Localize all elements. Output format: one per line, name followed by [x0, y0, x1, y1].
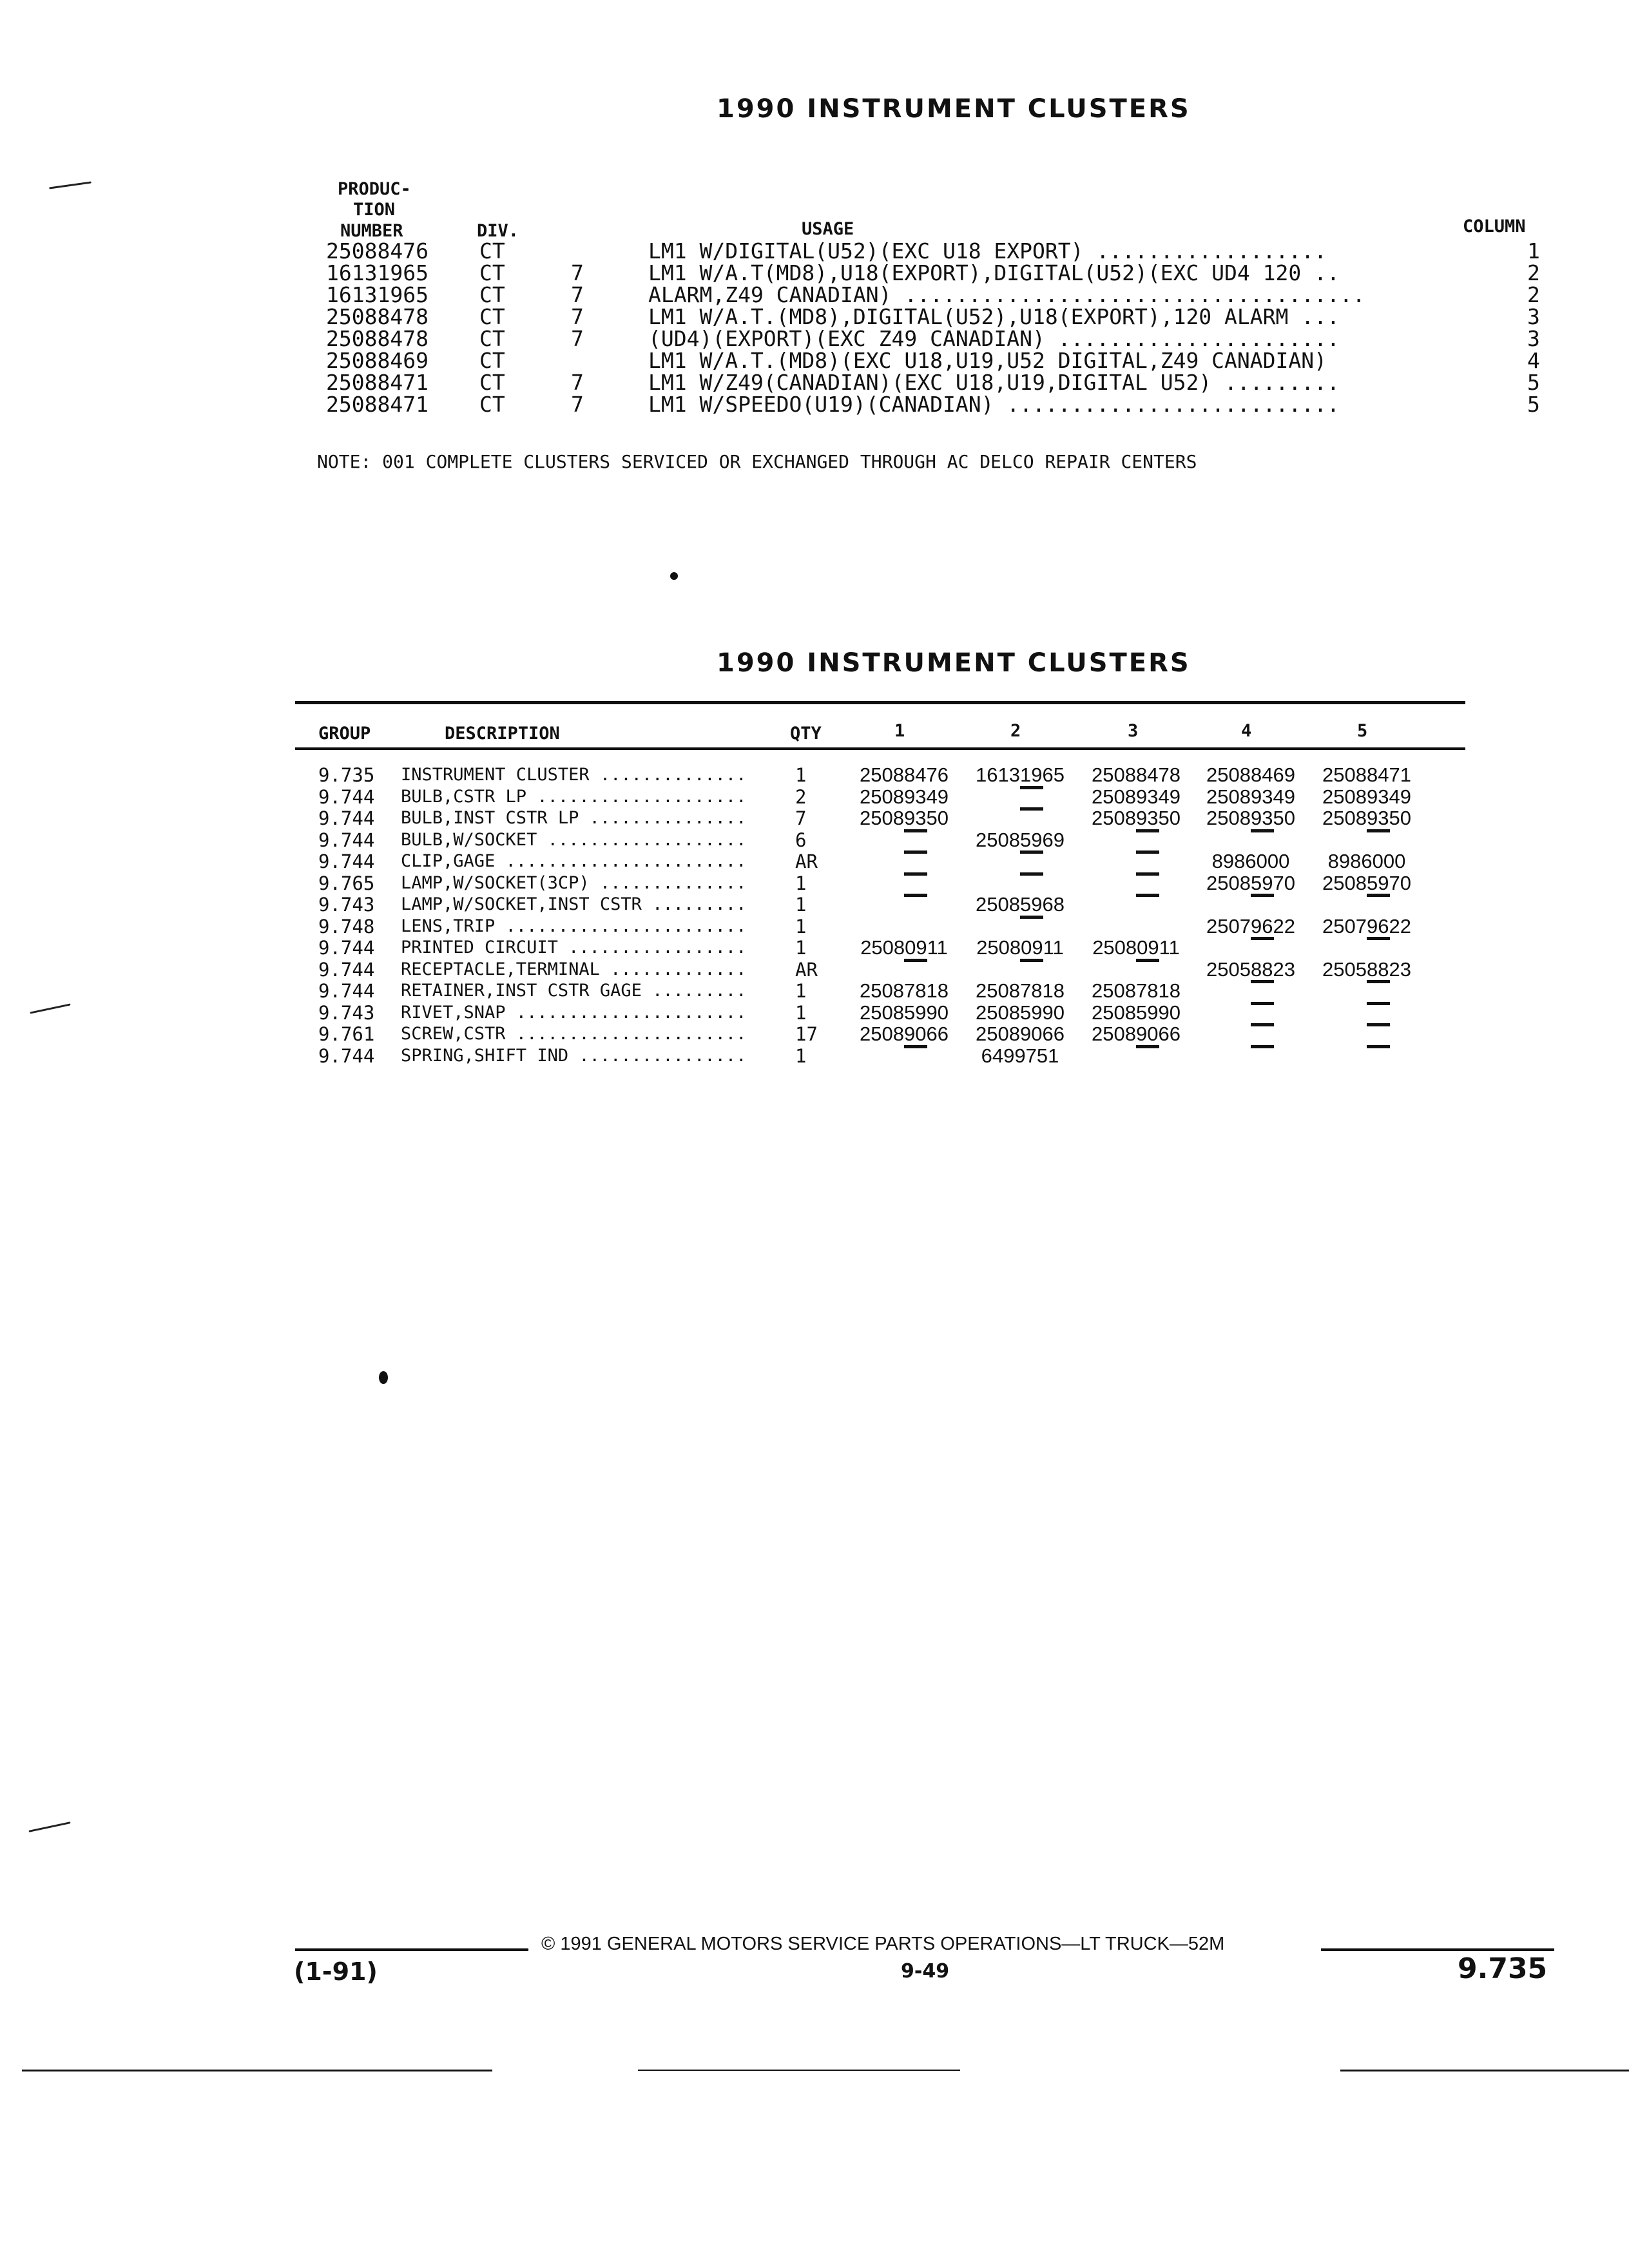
dash-mark	[1367, 1002, 1390, 1005]
part-number: 8986000	[1211, 850, 1290, 872]
part-qty: AR	[795, 958, 818, 981]
usage-text: LM1 W/A.T.(MD8),DIGITAL(U52),U18(EXPORT),120 ALARM ...	[648, 304, 1340, 329]
part-number: 25088471	[1322, 764, 1411, 786]
bottom-rule-left	[22, 2070, 492, 2071]
group-number: 9.748	[318, 915, 375, 937]
group-header: GROUP	[318, 724, 371, 744]
date-code: (1-91)	[294, 1957, 378, 1986]
column-number: 3	[1527, 304, 1540, 329]
part-number: 25089349	[860, 785, 949, 808]
table-top-rule	[295, 701, 1465, 704]
production-row	[0, 262, 1629, 284]
production-row	[0, 350, 1629, 372]
usage-text: LM1 W/Z49(CANADIAN)(EXC U18,U19,DIGITAL U52) .........	[648, 370, 1340, 395]
dash-mark	[1251, 894, 1274, 897]
parts-row	[0, 807, 1629, 829]
part-number: 8986000	[1327, 850, 1406, 872]
column-number: 2	[1527, 260, 1540, 285]
dash-mark	[1367, 829, 1390, 832]
part-description: CLIP,GAGE .......................	[401, 851, 747, 871]
part-number: 25089349	[1322, 785, 1411, 808]
production-number: 25088476	[326, 238, 429, 264]
dash-mark	[1020, 916, 1043, 919]
part-qty: 17	[795, 1023, 818, 1045]
group-number: 9.744	[318, 829, 375, 851]
parts-row	[0, 894, 1629, 916]
production-number: 16131965	[326, 260, 429, 285]
dash-mark	[1136, 894, 1159, 897]
dash-mark	[1367, 980, 1390, 983]
part-description: BULB,W/SOCKET ...................	[401, 829, 747, 850]
parts-row	[0, 937, 1629, 959]
dash-mark	[1136, 1045, 1159, 1048]
group-number: 9.744	[318, 807, 375, 829]
part-qty: 1	[795, 764, 807, 786]
division: CT	[479, 348, 505, 373]
part-description: LENS,TRIP .......................	[401, 916, 747, 936]
part-number: 25085990	[976, 1001, 1065, 1024]
production-number: 25088478	[326, 326, 429, 351]
part-description: RIVET,SNAP ......................	[401, 1002, 747, 1023]
footer-rule-left	[295, 1948, 528, 1951]
dash-mark	[1367, 937, 1390, 940]
production-row	[0, 306, 1629, 328]
part-number: 25089350	[1092, 807, 1181, 829]
part-qty: 1	[795, 915, 807, 937]
div-header: DIV.	[477, 221, 519, 241]
dash-mark	[1020, 959, 1043, 962]
parts-row	[0, 916, 1629, 937]
part-description: SCREW,CSTR ......................	[401, 1024, 747, 1044]
description-header: DESCRIPTION	[445, 724, 560, 744]
dash-mark	[1136, 829, 1159, 832]
production-number: 25088471	[326, 392, 429, 417]
copyright-line: © 1991 GENERAL MOTORS SERVICE PARTS OPERATIONS—LT TRUCK—52M	[541, 1934, 1225, 1954]
part-number: 25085970	[1322, 871, 1411, 894]
page-number: 9-49	[901, 1960, 950, 1983]
parts-row	[0, 850, 1629, 872]
part-number: 25088476	[860, 764, 949, 786]
division: CT	[479, 370, 505, 395]
division: CT	[479, 392, 505, 417]
parts-row	[0, 1023, 1629, 1045]
part-qty: 7	[795, 807, 807, 829]
part-number: 25089349	[1206, 785, 1295, 808]
production-header-line1: PRODUC-	[338, 179, 411, 199]
part-number: 25089066	[860, 1023, 949, 1045]
service-note: NOTE: 001 COMPLETE CLUSTERS SERVICED OR EXCHANGED THROUGH AC DELCO REPAIR CENTERS	[317, 451, 1197, 472]
dash-mark	[1251, 980, 1274, 983]
usage-header: USAGE	[802, 219, 854, 239]
division: CT	[479, 282, 505, 307]
part-number: 25080911	[976, 936, 1064, 959]
part-number: 25087818	[976, 979, 1065, 1002]
column-2-header: 2	[1010, 721, 1021, 741]
parts-table-title: 1990 INSTRUMENT CLUSTERS	[717, 648, 1191, 678]
division: CT	[479, 238, 505, 264]
dash-mark	[1020, 872, 1043, 876]
part-number: 25088478	[1092, 764, 1181, 786]
production-header-line3: NUMBER	[340, 221, 403, 241]
dash-mark	[1020, 807, 1043, 811]
part-description: LAMP,W/SOCKET(3CP) ..............	[401, 872, 747, 893]
dash-mark	[1251, 1023, 1274, 1026]
parts-row	[0, 764, 1629, 786]
code: 7	[571, 304, 584, 329]
group-number: 9.735	[318, 764, 375, 786]
code: 7	[571, 370, 584, 395]
part-qty: 1	[795, 872, 807, 894]
division: CT	[479, 260, 505, 285]
usage-text: LM1 W/SPEEDO(U19)(CANADIAN) ..........................	[648, 392, 1340, 417]
group-number: 9.761	[318, 1023, 375, 1045]
parts-row	[0, 1045, 1629, 1067]
division: CT	[479, 326, 505, 351]
part-number: 25080911	[860, 936, 948, 959]
dash-mark	[1251, 1045, 1274, 1048]
section-number: 9.735	[1458, 1952, 1548, 1985]
qty-header: QTY	[790, 724, 822, 744]
scan-mark	[49, 181, 92, 189]
production-header-line2: TION	[353, 200, 396, 220]
group-number: 9.765	[318, 872, 375, 894]
column-number: 4	[1527, 348, 1540, 373]
part-number: 25089350	[1206, 807, 1295, 829]
group-number: 9.744	[318, 937, 375, 959]
dash-mark	[1367, 1045, 1390, 1048]
part-number: 25085970	[1206, 871, 1295, 894]
column-4-header: 4	[1241, 721, 1252, 741]
footer-rule-right	[1321, 1948, 1554, 1951]
group-number: 9.744	[318, 850, 375, 872]
division: CT	[479, 304, 505, 329]
parts-row	[0, 959, 1629, 981]
dash-mark	[1020, 850, 1043, 854]
part-qty: 1	[795, 1001, 807, 1024]
part-number: 25058823	[1206, 957, 1295, 981]
dash-mark	[904, 1045, 927, 1048]
dash-mark	[904, 872, 927, 876]
part-description: LAMP,W/SOCKET,INST CSTR .........	[401, 894, 747, 914]
dash-mark	[1251, 1002, 1274, 1005]
code: 7	[571, 326, 584, 351]
code: 7	[571, 282, 584, 307]
production-row	[0, 328, 1629, 350]
usage-text: (UD4)(EXPORT)(EXC Z49 CANADIAN) ......................	[648, 326, 1340, 351]
group-number: 9.744	[318, 958, 375, 981]
production-number: 25088478	[326, 304, 429, 329]
dash-mark	[1136, 959, 1159, 962]
parts-row	[0, 1002, 1629, 1024]
part-qty: 6	[795, 829, 807, 851]
part-number: 25085990	[860, 1001, 949, 1024]
dash-mark	[1367, 894, 1390, 897]
group-number: 9.744	[318, 980, 375, 1002]
part-description: SPRING,SHIFT IND ................	[401, 1045, 747, 1066]
production-row	[0, 394, 1629, 416]
code: 7	[571, 392, 584, 417]
part-number: 25080911	[1092, 936, 1180, 959]
production-number: 16131965	[326, 282, 429, 307]
part-number: 25085969	[976, 828, 1065, 851]
column-1-header: 1	[894, 721, 905, 741]
part-qty: 2	[795, 785, 807, 808]
production-table-title: 1990 INSTRUMENT CLUSTERS	[717, 94, 1191, 124]
part-qty: 1	[795, 894, 807, 916]
part-number: 25089350	[860, 807, 949, 829]
part-number: 25088469	[1206, 764, 1295, 786]
part-description: BULB,CSTR LP ....................	[401, 786, 747, 807]
scan-mark	[28, 1821, 70, 1832]
column-3-header: 3	[1128, 721, 1139, 741]
part-description: RECEPTACLE,TERMINAL .............	[401, 959, 747, 979]
column-number: 5	[1527, 370, 1540, 395]
dash-mark	[1136, 850, 1159, 854]
group-number: 9.743	[318, 894, 375, 916]
bottom-rule-mid	[638, 2070, 960, 2071]
part-number: 25089066	[976, 1023, 1065, 1045]
column-number: 1	[1527, 238, 1540, 264]
usage-text: LM1 W/DIGITAL(U52)(EXC U18 EXPORT) ..................	[648, 238, 1327, 264]
bottom-rule-right	[1340, 2070, 1629, 2071]
column-number: 2	[1527, 282, 1540, 307]
table-header-rule	[295, 747, 1465, 750]
production-row	[0, 284, 1629, 306]
part-number: 25085990	[1092, 1001, 1181, 1024]
production-number: 25088469	[326, 348, 429, 373]
part-number: 25058823	[1322, 957, 1411, 981]
scan-speck	[379, 1371, 388, 1384]
part-description: INSTRUMENT CLUSTER ..............	[401, 765, 747, 785]
part-number: 25079622	[1322, 914, 1411, 937]
column-number: 5	[1527, 392, 1540, 417]
dash-mark	[1136, 872, 1159, 876]
column-header: COLUMN	[1463, 216, 1526, 236]
group-number: 9.744	[318, 1044, 375, 1067]
scan-speck	[670, 572, 678, 580]
part-description: PRINTED CIRCUIT .................	[401, 937, 747, 957]
column-5-header: 5	[1357, 721, 1368, 741]
part-description: RETAINER,INST CSTR GAGE .........	[401, 981, 747, 1001]
group-number: 9.743	[318, 1001, 375, 1024]
part-qty: 1	[795, 937, 807, 959]
part-qty: AR	[795, 850, 818, 872]
parts-row	[0, 829, 1629, 851]
code: 7	[571, 260, 584, 285]
part-qty: 1	[795, 980, 807, 1002]
part-qty: 1	[795, 1044, 807, 1067]
part-number: 25079622	[1206, 914, 1295, 937]
dash-mark	[904, 894, 927, 897]
part-description: BULB,INST CSTR LP ...............	[401, 808, 747, 828]
part-number: 25089350	[1322, 807, 1411, 829]
dash-mark	[1251, 937, 1274, 940]
dash-mark	[904, 829, 927, 832]
part-number: 25089349	[1092, 785, 1181, 808]
production-row	[0, 240, 1629, 262]
part-number: 25087818	[1092, 979, 1181, 1002]
column-number: 3	[1527, 326, 1540, 351]
production-row	[0, 372, 1629, 394]
parts-row	[0, 872, 1629, 894]
dash-mark	[1020, 786, 1043, 789]
usage-text: LM1 W/A.T.(MD8)(EXC U18,U19,U52 DIGITAL,Z49 CANADIAN)	[648, 348, 1327, 373]
parts-row	[0, 980, 1629, 1002]
parts-row	[0, 786, 1629, 808]
dash-mark	[1367, 1023, 1390, 1026]
dash-mark	[1251, 829, 1274, 832]
part-number: 25089066	[1092, 1023, 1181, 1045]
part-number: 25087818	[860, 979, 949, 1002]
part-number: 16131965	[976, 764, 1065, 786]
part-number: 6499751	[981, 1044, 1059, 1067]
part-number: 25085968	[976, 893, 1065, 916]
usage-text: LM1 W/A.T(MD8),U18(EXPORT),DIGITAL(U52)(EXC UD4 120 ..	[648, 260, 1340, 285]
dash-mark	[904, 850, 927, 854]
usage-text: ALARM,Z49 CANADIAN) ....................................	[648, 282, 1365, 307]
dash-mark	[904, 959, 927, 962]
production-number: 25088471	[326, 370, 429, 395]
group-number: 9.744	[318, 785, 375, 808]
